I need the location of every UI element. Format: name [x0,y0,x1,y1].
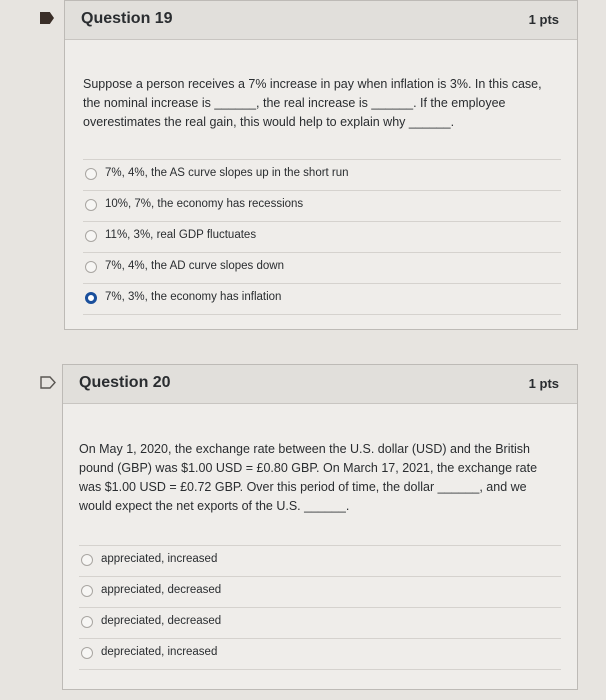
answer-label: 7%, 4%, the AD curve slopes down [105,260,284,272]
answer-label: depreciated, decreased [101,615,222,627]
answer-label: appreciated, decreased [101,584,222,596]
question-text-line: overestimates the real gain, this would help to explain why ______. [83,115,455,129]
flag-question-20-icon[interactable] [40,376,54,388]
radio-button[interactable] [85,168,97,180]
question-points: 1 pts [528,376,559,391]
answer-option[interactable] [79,545,561,576]
radio-button[interactable] [85,261,97,273]
question-19-header [65,1,577,40]
answer-option[interactable] [79,576,561,607]
radio-button-selected[interactable] [85,292,97,304]
question-text-line: was $1.00 USD = £0.72 GBP. Over this period of time, the dollar ______, and we [79,480,527,494]
answer-option[interactable] [83,159,561,190]
answer-label: appreciated, increased [101,553,218,565]
question-points: 1 pts [528,12,559,27]
question-text [79,440,565,516]
answer-option-selected[interactable] [83,283,561,315]
answer-option[interactable] [83,221,561,252]
question-text-line: On May 1, 2020, the exchange rate between the U.S. dollar (USD) and the British [79,442,530,456]
question-text-line: would expect the net exports of the U.S. ______. [79,499,350,513]
answer-option[interactable] [83,190,561,221]
answer-label: 10%, 7%, the economy has recessions [105,198,304,210]
question-20-card [62,364,578,690]
question-text-line: Suppose a person receives a 7% increase in pay when inflation is 3%. In this case, [83,77,542,91]
question-title: Question 20 [79,374,171,391]
answer-option[interactable] [79,638,561,670]
answer-list [79,545,561,670]
radio-button[interactable] [81,554,93,566]
answer-option[interactable] [83,252,561,283]
question-text-line: the nominal increase is ______, the real increase is ______. If the employee [83,96,506,110]
question-19-card [64,0,578,330]
flag-question-19-icon[interactable] [40,12,54,24]
answer-label: 7%, 3%, the economy has inflation [105,291,282,303]
answer-option[interactable] [79,607,561,638]
radio-button[interactable] [85,199,97,211]
answer-label: depreciated, increased [101,646,218,658]
question-title: Question 19 [81,10,173,27]
radio-button[interactable] [81,647,93,659]
question-text-line: pound (GBP) was $1.00 USD = £0.80 GBP. On March 17, 2021, the exchange rate [79,461,538,475]
question-text [83,75,563,132]
radio-button[interactable] [81,616,93,628]
answer-label: 11%, 3%, real GDP fluctuates [105,229,257,241]
answer-list [83,159,561,315]
question-20-header [63,365,577,404]
radio-button[interactable] [85,230,97,242]
radio-button[interactable] [81,585,93,597]
answer-label: 7%, 4%, the AS curve slopes up in the short run [105,167,349,179]
